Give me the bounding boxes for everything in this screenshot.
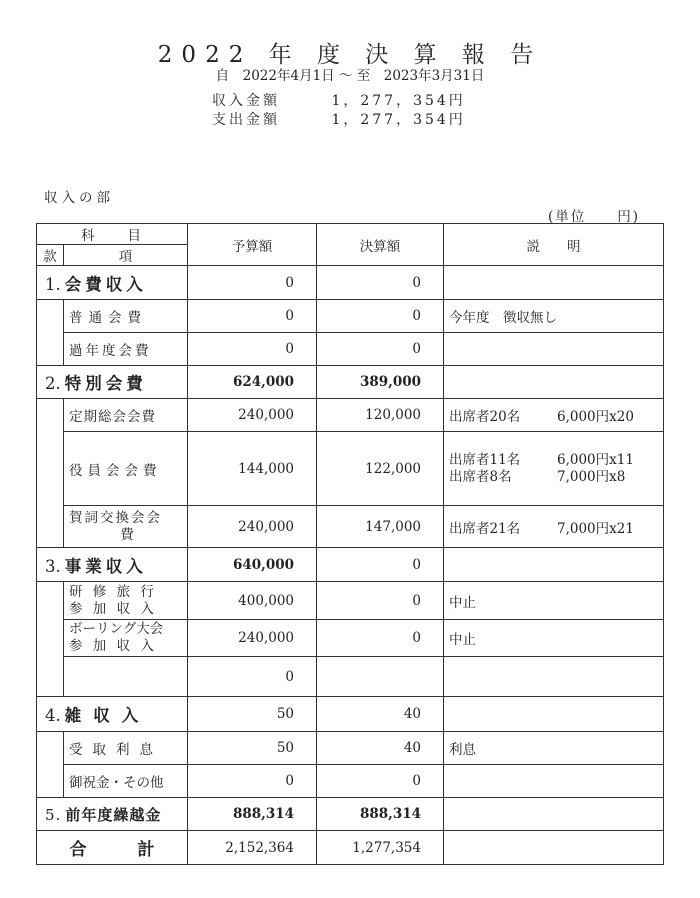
budget-cell: 144,000 <box>188 432 317 506</box>
category-number: 5. <box>45 805 62 824</box>
description-cell <box>444 333 664 366</box>
item-name <box>64 620 188 657</box>
subject-header: 科 目 <box>37 224 188 245</box>
description-cell <box>444 506 664 548</box>
budget-cell: 640,000 <box>188 548 317 582</box>
category-number: 3. <box>45 556 61 576</box>
income-table <box>36 223 664 865</box>
budget-cell: 0 <box>188 266 317 300</box>
income-summary-label: 収入金額 <box>212 93 280 109</box>
income-summary-value: 1，277，354円 <box>331 93 466 109</box>
actual-cell: 888,314 <box>317 798 444 831</box>
description-header: 説 明 <box>444 224 664 266</box>
table-row <box>37 432 664 506</box>
total-row <box>37 831 664 865</box>
category-number: 1. <box>45 274 61 294</box>
description-cell <box>444 432 664 506</box>
budget-header: 予算額 <box>188 224 317 266</box>
kan-header: 款 <box>37 245 64 266</box>
description-cell: 中止 <box>444 620 664 657</box>
indent-cell <box>37 399 64 548</box>
budget-total-cell: 2,152,364 <box>188 831 317 865</box>
item-name <box>64 582 188 620</box>
attendee-count: 出席者20名 <box>449 409 521 425</box>
kou-header: 項 <box>64 245 188 266</box>
actual-cell: 0 <box>317 582 444 620</box>
fee-calc: 6,000円x20 <box>557 409 634 425</box>
expense-summary <box>212 109 466 129</box>
actual-cell <box>317 657 444 697</box>
fee-calc: 7,000円x8 <box>557 468 626 485</box>
actual-cell: 120,000 <box>317 399 444 432</box>
table-row <box>37 582 664 620</box>
table-row <box>37 333 664 366</box>
actual-cell: 0 <box>317 300 444 333</box>
actual-cell: 0 <box>317 765 444 798</box>
expense-summary-value: 1，277，354円 <box>331 112 466 128</box>
item-name: 普通会費 <box>64 300 188 333</box>
actual-header: 決算額 <box>317 224 444 266</box>
table-row <box>37 399 664 432</box>
attendee-count: 出席者21名 <box>449 520 521 537</box>
category-name <box>37 548 188 582</box>
table-row <box>37 697 664 732</box>
income-summary <box>212 90 466 110</box>
item-name-line1: 賀詞交換会会 <box>69 509 162 526</box>
actual-total-cell: 1,277,354 <box>317 831 444 865</box>
category-label: 事業収入 <box>64 556 147 576</box>
table-row <box>37 765 664 798</box>
document-title: 2022 年 度 決 算 報 告 <box>157 42 543 68</box>
unit-label: (単位 円) <box>548 209 641 225</box>
category-number: 4. <box>45 706 61 725</box>
category-label: 雑収入 <box>64 706 151 725</box>
actual-cell: 389,000 <box>317 366 444 399</box>
actual-cell: 0 <box>317 620 444 657</box>
budget-cell: 50 <box>188 697 317 732</box>
attendee-count: 出席者11名 <box>449 451 521 468</box>
item-name-line1: 研 修 旅 行 <box>69 583 157 600</box>
item-name-line1: ボーリング大会 <box>69 621 164 637</box>
description-cell <box>444 366 664 399</box>
fee-calc: 7,000円x21 <box>557 520 634 537</box>
table-row <box>37 506 664 548</box>
description-cell <box>444 697 664 732</box>
item-name-line2: 費 <box>120 526 136 543</box>
description-cell: 中止 <box>444 582 664 620</box>
item-name: 過年度会費 <box>64 333 188 366</box>
indent-cell <box>37 732 64 798</box>
category-name <box>37 266 188 300</box>
indent-cell <box>37 300 64 366</box>
table-row <box>37 300 664 333</box>
description-cell: 今年度 徴収無し <box>444 300 664 333</box>
fiscal-period: 自 2022年4月1日 〜 至 2023年3月31日 <box>215 68 485 84</box>
budget-cell: 888,314 <box>188 798 317 831</box>
description-cell <box>444 548 664 582</box>
budget-cell: 50 <box>188 732 317 765</box>
description-cell: 利息 <box>444 732 664 765</box>
description-cell <box>444 765 664 798</box>
table-row <box>37 620 664 657</box>
item-name <box>64 657 188 697</box>
description-cell <box>444 798 664 831</box>
actual-cell: 40 <box>317 697 444 732</box>
actual-cell: 0 <box>317 333 444 366</box>
category-label: 前年度繰越金 <box>65 805 162 824</box>
budget-cell: 0 <box>188 765 317 798</box>
budget-cell: 0 <box>188 333 317 366</box>
description-cell <box>444 831 664 865</box>
description-cell <box>444 399 664 432</box>
budget-cell: 624,000 <box>188 366 317 399</box>
item-name <box>64 506 188 548</box>
category-name <box>37 697 188 732</box>
actual-cell: 40 <box>317 732 444 765</box>
indent-cell <box>37 582 64 697</box>
actual-cell: 0 <box>317 548 444 582</box>
table-row <box>37 548 664 582</box>
table-row <box>37 266 664 300</box>
table-row <box>37 366 664 399</box>
item-name: 御祝金・その他 <box>64 765 188 798</box>
category-number: 2. <box>45 374 61 393</box>
item-name-line2: 参 加 収 入 <box>69 600 157 617</box>
table-row <box>37 798 664 831</box>
actual-cell: 122,000 <box>317 432 444 506</box>
item-name: 定期総会会費 <box>64 399 188 432</box>
section-title: 収入の部 <box>44 190 114 206</box>
table-row <box>37 732 664 765</box>
category-name <box>37 798 188 831</box>
item-name: 受取利息 <box>64 732 188 765</box>
category-name <box>37 366 188 399</box>
budget-cell: 240,000 <box>188 399 317 432</box>
item-name-line2: 参 加 収 入 <box>69 638 157 654</box>
table-header-row <box>37 224 664 245</box>
budget-cell: 400,000 <box>188 582 317 620</box>
actual-cell: 147,000 <box>317 506 444 548</box>
budget-cell: 0 <box>188 300 317 333</box>
table-row <box>37 657 664 697</box>
description-cell <box>444 266 664 300</box>
total-label: 合 計 <box>37 831 188 865</box>
budget-cell: 240,000 <box>188 620 317 657</box>
actual-cell: 0 <box>317 266 444 300</box>
fee-calc: 6,000円x11 <box>557 451 634 468</box>
budget-cell: 240,000 <box>188 506 317 548</box>
budget-cell: 0 <box>188 657 317 697</box>
description-cell <box>444 657 664 697</box>
item-name: 役員会会費 <box>64 432 188 506</box>
category-label: 会費収入 <box>64 274 147 294</box>
category-label: 特別会費 <box>64 374 147 393</box>
expense-summary-label: 支出金額 <box>212 112 280 128</box>
attendee-count: 出席者8名 <box>449 468 512 485</box>
